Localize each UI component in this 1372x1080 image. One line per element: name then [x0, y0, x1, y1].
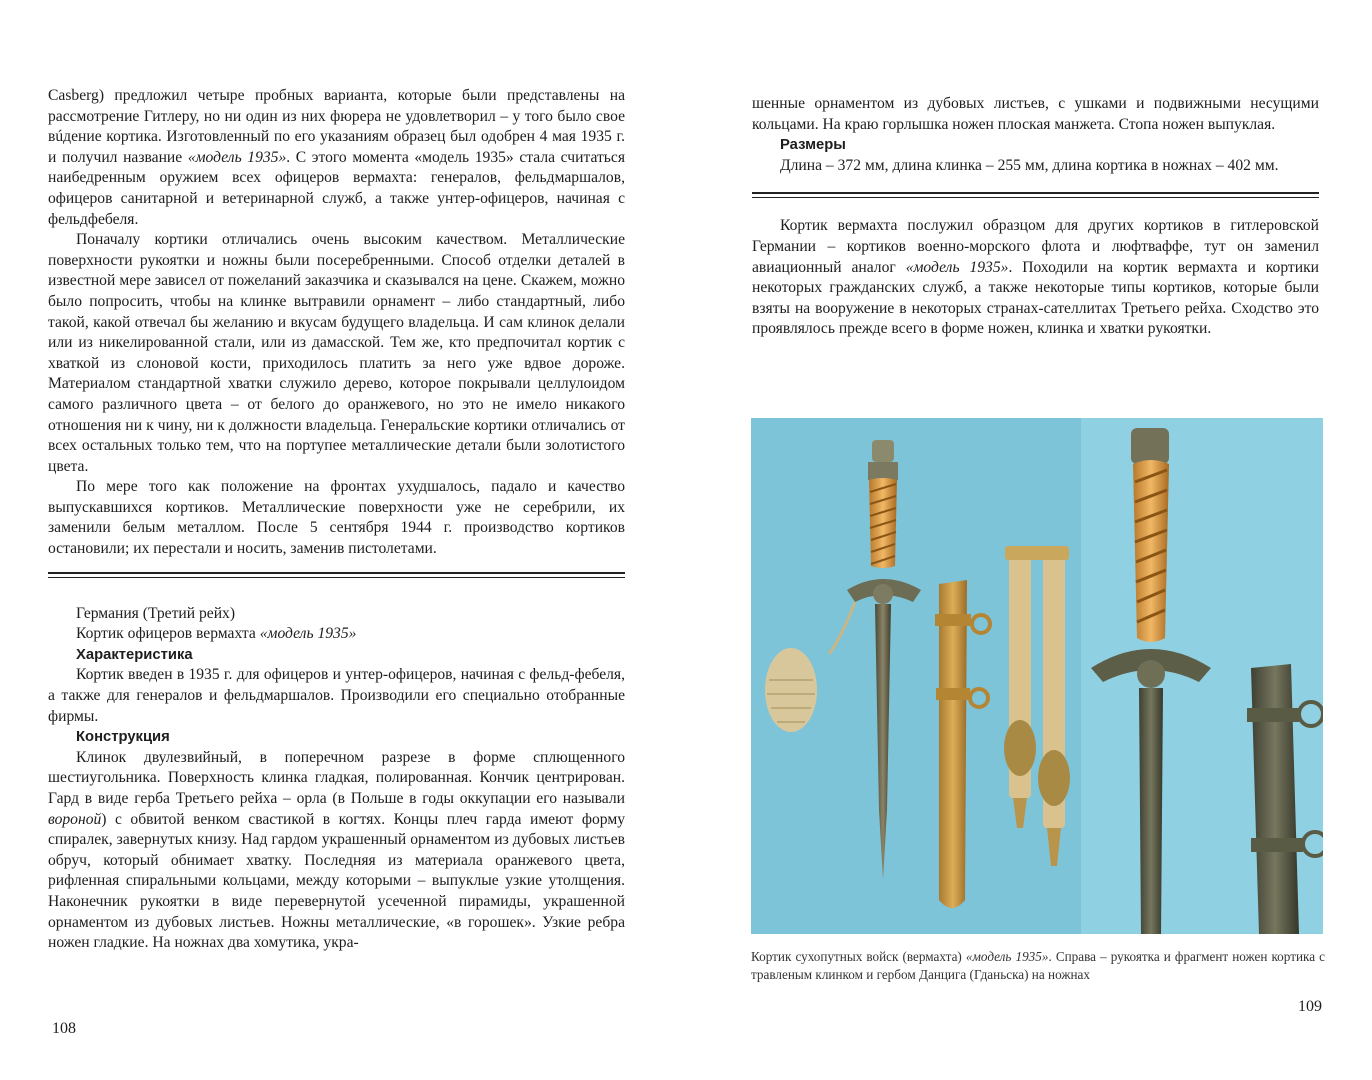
page-number-left: 108: [52, 1020, 76, 1037]
influence-text-1: Кортик вермахта послужил образцом для других кортиков в гитлеровской Германии – кортиков военно-морского флота и люфтваффе, тут он заменил авиационный аналог: [752, 217, 1319, 276]
heading-dimensions: Размеры: [780, 137, 846, 154]
right-text-column: [752, 94, 1319, 340]
construction-text-2: ) с обвитой венком свастикой в когтях. Концы плеч гарда имеют форму спиралек, завернутых книзу. Над гардом украшенный орнаментом из дубовых листьев обруч, который обнимает хватку. Последняя из материала оранжевого цвета, рифленная спиральными кольцами, между которыми – выпуклые узкие утолщения. Наконечник рукоятки в виде перевернутой усеченной пирамиды, украшенной орнаментом из дубовых листьев. Ножны металлические, «в горошек». Узкие ребра ножен гладкие. На ножнах два хомутика, укра-: [48, 810, 625, 952]
intro-text: Casberg) предложил четыре пробных варианта, которые были представлены на рассмотрение Гитлеру, но ни один из них фюрера не удовлетворил – у того было свое вúдение кортика. Изготовленный по его указаниям образец был одобрен 4 мая 1935 г. и получил название: [48, 87, 625, 166]
dimensions-text: Длина – 372 мм, длина клинка – 255 мм, длина кортика в ножнах – 402 мм.: [780, 156, 1279, 174]
dagger-photo: [751, 418, 1323, 934]
model-name: «модель 1935»: [187, 148, 287, 166]
paragraph-intro: [48, 86, 625, 230]
characteristics-text: Кортик введен в 1935 г. для офицеров и унтер-офицеров, начиная с фельд-фебеля, а также для генералов и фельдмаршалов. Производили его специально отобранные фирмы.: [48, 666, 625, 725]
paragraph-decline: По мере того как положение на фронтах ухудшалось, падало и качество выпускавшихся кортиков. Металлические поверхности уже не серебрили, их заменили белым металлом. После 5 сентября 1944 г. производство кортиков остановили; их перестали и носить, заменив пистолетами.: [48, 478, 625, 558]
item-title-text: Кортик офицеров вермахта: [76, 625, 256, 643]
photo-caption: [751, 948, 1325, 984]
caption-text-2: . Справа – рукоятка и фрагмент ножен кортика с травленым клинком и гербом Данцига (Гданьска) на ножнах: [751, 949, 1325, 982]
intro-text-end: . С этого момента «модель 1935» стала считаться наибедренным оружием всех офицеров вермахта: генералов, фельдмаршалов, офицеров санитарной и ветеринарной служб, а также унтер-офицеров, начиная с фельдфебеля.: [48, 148, 625, 228]
country-label: Германия (Третий рейх): [76, 604, 236, 622]
heading-construction: Конструкция: [76, 729, 170, 746]
caption-em: «модель 1935»: [965, 949, 1049, 964]
caption-text-1: Кортик сухопутных войск (вермахта): [751, 949, 962, 964]
continuation-text: шенные орнаментом из дубовых листьев, с ушками и подвижными несущими кольцами. На краю горлышка ножен плоская манжета. Стопа ножен выпуклая.: [752, 95, 1319, 133]
influence-text-2: . Походили на кортик вермахта и кортики некоторых гражданских служб, а также некоторые типы кортиков, которые были взяты на вооружение в некоторых странах-сателлитах Третьего рейха. Сходство это проявлялось прежде всего в форме ножен, клинка и хватки рукоятки.: [752, 258, 1319, 338]
page-number-right: 109: [1298, 998, 1322, 1015]
left-text-column: [48, 86, 625, 954]
construction-text-1: Клинок двулезвийный, в поперечном разрезе в форме сплющенного шестиугольника. Поверхность клинка гладкая, полированная. Кончик центрирован. Гард в виде герба Третьего рейха – орла (в Польше в годы оккупации его называли: [48, 748, 625, 807]
paragraph-influence: [752, 216, 1319, 340]
influence-em: «модель 1935»: [905, 258, 1009, 276]
item-title: [48, 624, 625, 645]
paragraph-quality: Поначалу кортики отличались очень высоким качеством. Металлические поверхности рукоятки и ножны были посеребренными. Способ отделки деталей в известной мере зависел от пожеланий заказчика и сказывался на цене. Скажем, можно было попросить, чтобы на клинке вытравили орнамент – либо стандартный, либо такой, какой отвечал бы желанию и вкусам будущего владельца. И сам клинок делали или из никелированной стали, или из дамасской. Тем же, кто предпочитал кортик с хваткой из слоновой кости, приходилось платить за него уже вдвое дороже. Материалом стандартной хватки служило дерево, которое покрывали целлулоидом самого различного цвета – от белого до оранжевого, но это не имело никакого отношения ни к чину, ни к должности владельца. Генеральские кортики отличались от всех остальных только тем, что на портупее металлические детали были золотистого цвета.: [48, 231, 625, 475]
item-model: «модель 1935»: [259, 625, 357, 643]
construction-text: [48, 748, 625, 954]
construction-em: вороной: [48, 810, 102, 828]
heading-characteristics: Характеристика: [76, 646, 193, 663]
